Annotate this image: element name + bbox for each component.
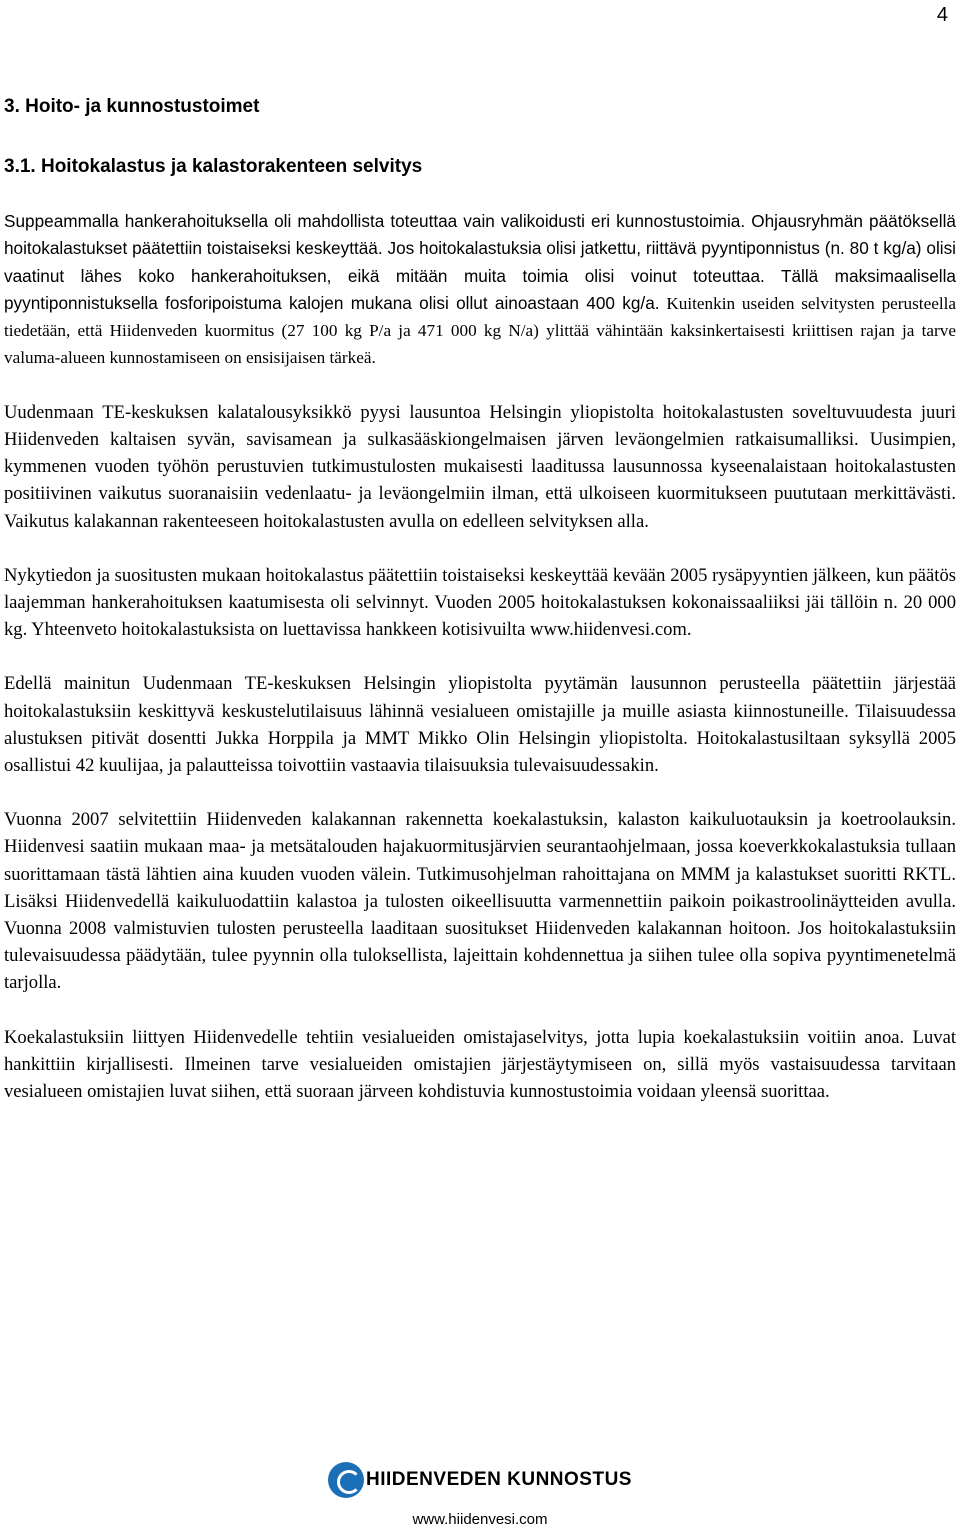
website-link[interactable]: www.hiidenvesi.com xyxy=(412,1511,548,1528)
page-number: 4 xyxy=(936,4,948,26)
document-body xyxy=(4,90,956,1105)
paragraph-4: Edellä mainitun Uudenmaan TE-keskuksen Helsingin yliopistolta pyytämän lausunnon perusteella päätettiin järjestää hoitokalastuksiin keskittyvä keskustelutilaisuus lähinnä vesialueen omistajille ja muille asiasta kiinnostuneille. Tilaisuudessa alustuksen pitivät dosentti Jukka Horppila ja MMT Mikko Olin Helsingin yliopistolta. Hoitokalastusiltaan syksyllä 2005 osallistui 42 kuulijaa, ja palautteissa toivottiin vastaavia tilaisuuksia tulevaisuudessakin. xyxy=(4,673,956,777)
subsection-heading: 3.1. Hoitokalastus ja kalastorakenteen selvitys xyxy=(4,156,423,177)
paragraph-3: Nykytiedon ja suositusten mukaan hoitokalastus päätettiin toistaiseksi keskeyttää kevään 2005 rysäpyyntien jälkeen, kun päätös laajemman hankerahoituksen kaatumisesta oli selvinnyt. Vuoden 2005 hoitokalastuksen kokonaissaaliiksi jäi tällöin n. 20 000 kg. Yhteenveto hoitokalastuksista on luettavissa hankkeen kotisivuilta www.hiidenvesi.com. xyxy=(4,564,956,641)
hiidenvesi-logo-icon xyxy=(328,1462,364,1498)
page-footer xyxy=(0,1462,960,1528)
organization-name: HIIDENVEDEN KUNNOSTUS xyxy=(366,1469,632,1490)
footer-logo xyxy=(328,1462,632,1498)
paragraph-5: Vuonna 2007 selvitettiin Hiidenveden kalakannan rakennetta koekalastuksin, kalaston kaikuluotauksin ja koetroolauksin. Hiidenvesi saatiin mukaan maa- ja metsätalouden hajakuormitusjärvien seurantaohjelmaan, jossa koeverkkokalastuksia tullaan suorittamaan tästä lähtien aina kuuden vuoden välein. Tutkimusohjelman rahoittajana on MMM ja kalastukset suoritti RKTL. Lisäksi Hiidenvedellä kaikuluodattiin kalastoa ja tulosten oikeellisuutta varmennettiin paikoin poikastroolinäytteiden avulla. Vuonna 2008 valmistuvien tulosten perusteella laaditaan suositukset Hiidenveden kalakannan hoitoon. Jos hoitokalastuksiin tulevaisuudessa päädytään, tulee pyynnin olla tuloksellista, lajeittain kohdennettua ja siihen tulee olla sopiva pyyntimenetelmä tarjolla. xyxy=(4,809,956,994)
paragraph-1 xyxy=(4,208,956,372)
paragraph-6: Koekalastuksiin liittyen Hiidenvedelle tehtiin vesialueiden omistajaselvitys, jotta lupia koekalastuksiin voitiin anoa. Luvat hankittiin kirjallisesti. Ilmeinen tarve vesialueiden omistajien järjestäytymiseen on, sillä myös vastaisuudessa tarvitaan vesialueen omistajien luvat siihen, että suoraan järveen kohdistuvia kunnostustoimia voidaan yleensä suorittaa. xyxy=(4,1026,956,1103)
section-heading: 3. Hoito- ja kunnostustoimet xyxy=(4,96,260,117)
paragraph-1-sans-part: Suppeammalla hankerahoituksella oli mahdollista toteuttaa vain valikoidusti eri kunnostustoimia. Ohjausryhmän päätöksellä hoitokalastukset päätettiin toistaiseksi keskeyttää. Jos hoitokalastuksia olisi jatkettu, riittävä pyyntiponnistus (n. 80 t kg/a) olisi vaatinut lähes koko hankerahoituksen, eikä mitään muita toimia olisi voinut toteuttaa. Tällä maksimaalisella pyyntiponnistuksella fosforipoistuma kalojen mukana olisi ollut ainoastaan 400 kg/a. xyxy=(4,211,956,313)
paragraph-1-serif-part: Kuitenkin useiden selvitysten perusteella tiedetään, että Hiidenveden kuormitus (27 100 kg P/a ja 471 000 kg N/a) ylittää vähintään kaksinkertaisesti kriittisen rajan ja tarve valuma-alueen kunnostamiseen on ensisijaisen tärkeä. xyxy=(4,293,957,368)
paragraph-2: Uudenmaan TE-keskuksen kalatalousyksikkö pyysi lausuntoa Helsingin yliopistolta hoitokalastusten soveltuvuudesta juuri Hiidenveden kaltaisen syvän, savisamean ja sulkasääskiongelmaisen järven leväongelmien ratkaisumalliksi. Uusimpien, kymmenen vuoden työhön perustuvien tutkimustulosten mukaisesti laaditussa lausunnossa kyseenalaistaan hoitokalastusten positiivinen vaikutus suoranaisiin vedenlaatu- ja leväongelmiin ilman, että ulkoiseen kuormitukseen puututaan merkittävästi. Vaikutus kalakannan rakenteeseen hoitokalastusten avulla on edelleen selvityksen alla. xyxy=(4,401,956,532)
